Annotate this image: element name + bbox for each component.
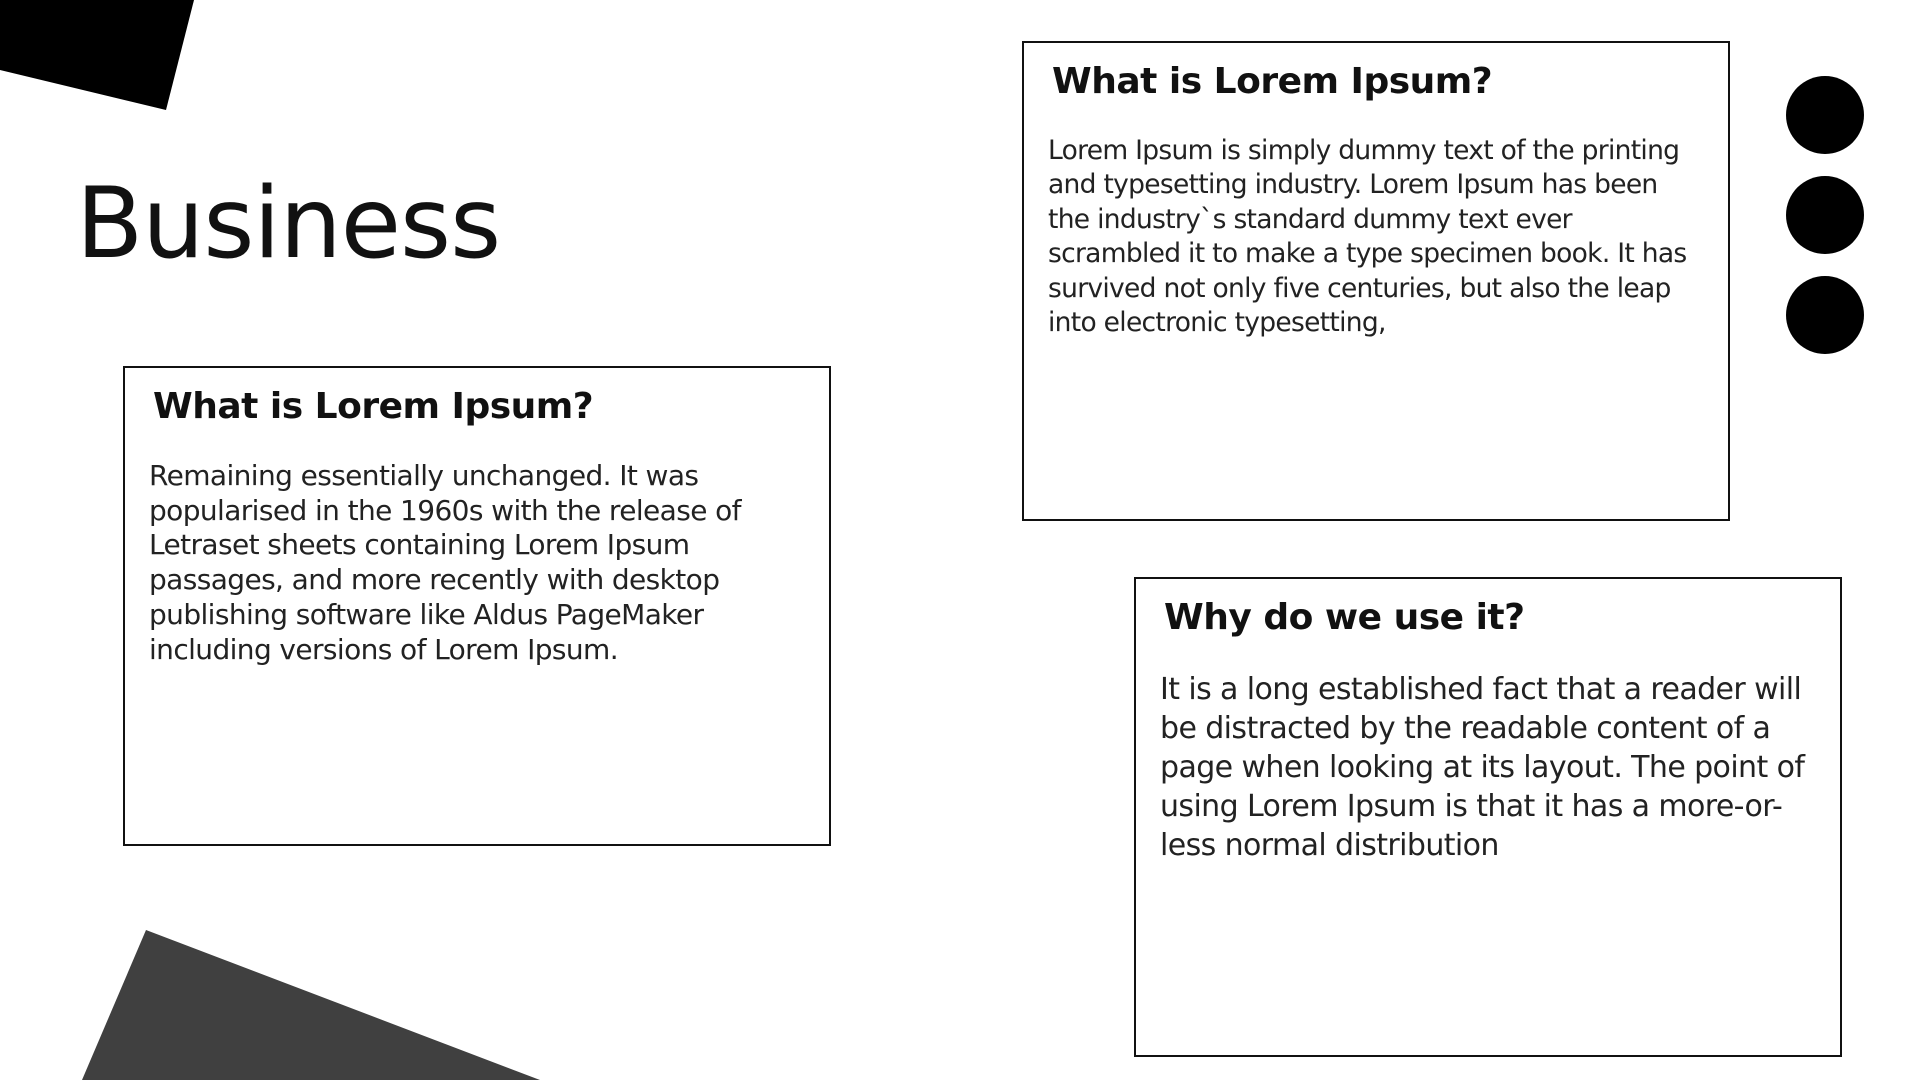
card-what-is-lorem-ipsum-left (123, 366, 831, 846)
top-left-decorative-shape (0, 0, 200, 115)
card-heading: Why do we use it? (1164, 597, 1525, 638)
card-why-do-we-use-it (1134, 577, 1842, 1057)
top-left-polygon (0, 0, 194, 110)
card-heading: What is Lorem Ipsum? (1052, 61, 1493, 102)
card-heading: What is Lorem Ipsum? (153, 386, 594, 427)
bottom-left-polygon (82, 930, 540, 1080)
bottom-left-decorative-shape (0, 920, 560, 1080)
slide-title: Business (76, 167, 501, 281)
decorative-dots (1786, 76, 1866, 376)
dot-2 (1786, 176, 1864, 254)
dot-1 (1786, 76, 1864, 154)
card-what-is-lorem-ipsum-top (1022, 41, 1730, 521)
card-body: Lorem Ipsum is simply dummy text of the printing and typesetting industry. Lorem Ipsum has been the industry`s standard dummy text ever scrambled it to make a type specimen book. It has survived not only five centuries, but also the leap into electronic typesetting, (1048, 135, 1687, 339)
dot-3 (1786, 276, 1864, 354)
card-body: Remaining essentially unchanged. It was popularised in the 1960s with the release of Letraset sheets containing Lorem Ipsum passages, and more recently with desktop publishing software like Aldus PageMaker including versions of Lorem Ipsum. (149, 459, 741, 666)
card-body: It is a long established fact that a reader will be distracted by the readable content of a page when looking at its layout. The point of using Lorem Ipsum is that it has a more-or-less normal distribution (1160, 672, 1805, 863)
